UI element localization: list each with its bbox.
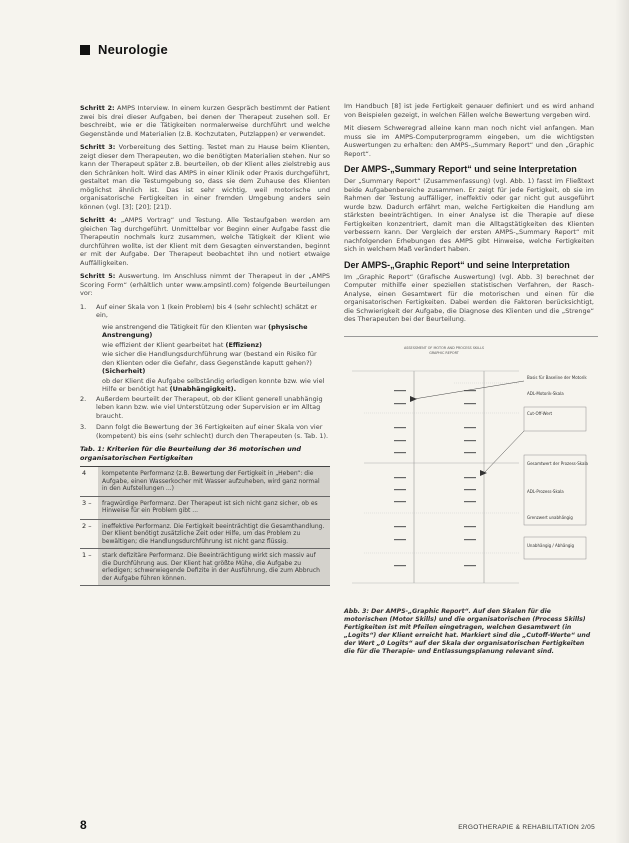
section-marker-square (80, 45, 90, 55)
table-cell-key: 3 – (82, 498, 92, 507)
step3-paragraph (80, 143, 330, 211)
step2-text: AMPS Interview. In einem kurzen Gespräch bestimmt der Patient zwei bis drei dieser Aufgaben, bei denen der Therapeut zusehen soll. Er beschreibt, wie er die Tätigkeiten normalerweise durchführt und welche Gegenstände und Materialien (z.B. Kochzutaten, Putzlappen) er verwendet. (80, 104, 330, 138)
table-cell-text: fragwürdige Performanz. Der Therapeut ist sich nicht ganz sicher, ob es Hinweise für ein Problem gibt ... (98, 497, 330, 519)
table-cell-key: 2 – (82, 521, 92, 530)
list-subitem (102, 323, 330, 340)
subitem-highlight: (Sicherheit) (102, 367, 146, 375)
table-cell-key: 1 – (82, 551, 92, 559)
legend-item: Gesamtwert der Prozess-Skala (527, 460, 589, 466)
journal-name: ERGOTHERAPIE & REHABILITATION 2/05 (458, 824, 595, 831)
list-subitems (102, 323, 330, 394)
table-cell-key: 4 (82, 469, 87, 477)
step5-text: Auswertung. Im Anschluss nimmt der Therapeut in der „AMPS Scoring Form“ (erhältlich unter www.ampsintl.com) folgende Beurteilungen vor: (80, 272, 330, 297)
list-text: Dann folgt die Bewertung der 36 Fertigkeiten auf einer Skala von vier (kompetent) bis eins (sehr schlecht) durch den Therapeuten (s. Tab. 1). (96, 423, 329, 440)
criteria-table (80, 466, 330, 586)
list-subitem (102, 341, 330, 350)
legend-item: Cut-Off-Wert (527, 410, 553, 416)
legend-item: Grenzwert unabhängig (527, 514, 573, 520)
list-subitem (102, 350, 330, 376)
list-item (80, 303, 330, 320)
legend-item: ADL-Motorik-Skala (527, 390, 564, 396)
list-subitem (102, 377, 330, 394)
list-number: 1. (80, 302, 87, 311)
chart-legend (524, 375, 589, 559)
scale-ticks (394, 390, 476, 566)
summary-report-heading: Der AMPS-„Summary Report“ und seine Interpretation (344, 164, 577, 174)
table-row (80, 467, 330, 497)
table-row (80, 549, 330, 586)
page-footer (80, 818, 595, 832)
step4-label: Schritt 4: (80, 216, 117, 224)
subitem-text: wie anstrengend die Tätigkeit für den Klienten war (102, 322, 267, 331)
left-column (80, 104, 330, 586)
scale-frame (352, 371, 519, 583)
motor-arrow-marker (410, 396, 417, 402)
graphic-report-paragraph: Im „Graphic Report“ (Grafische Auswertung) (vgl. Abb. 3) berechnet der Computer mithilfe einer speziellen statistischen Verfahren, der Rasch-Analyse, einen Gesamtwert für die motorischen und einen für die organisatorischen Fertigkeiten. Dabei werden die Faktoren berücksichtigt, die Schwierigkeit der Aufgabe, die Diagnose des Klienten und die „Strenge“ des Therapeuten bei der Beurteilung. (344, 272, 594, 323)
table-cell-text: stark defizitäre Performanz. Die Beeinträchtigung wirkt sich massiv auf die Durchführung aus. Der Klient hat größte Mühe, die Aufgabe zu erledigen; schwerwiegende Defizite in der Ausführung, die zum Abbruch der Aufgabe führen können. (98, 549, 330, 585)
graphic-report-chart (344, 343, 598, 605)
list-item (80, 423, 330, 440)
legend-item: ADL-Prozess-Skala (527, 488, 564, 494)
assessment-list (80, 303, 330, 441)
section-header (80, 42, 168, 57)
step5-paragraph (80, 272, 330, 298)
list-text: Auf einer Skala von 1 (kein Problem) bis 4 (sehr schlecht) schätzt er ein, (96, 302, 318, 319)
table-cell-text: ineffektive Performanz. Die Fertigkeit beeinträchtigt die Gesamthandlung. Der Klient benötigt zusätzliche Zeit oder Hilfe, um das Problem zu bewältigen; die Handlungsdurchführung ist nicht ganz flüssig. (98, 520, 330, 549)
subitem-highlight: (Effizienz) (225, 340, 262, 349)
list-number: 2. (80, 394, 87, 403)
subitem-highlight: (Unabhängigkeit). (169, 385, 237, 393)
intro-paragraph: Im Handbuch [8] ist jede Fertigkeit genauer definiert und es wird anhand von Beispielen gezeigt, in welchen Fällen welche Bewertung vergeben wird. (344, 102, 594, 119)
step3-text: Vorbereitung des Setting. Testet man zu Hause beim Klienten, zeigt dieser dem Therapeuten, wo die benötigten Materialien stehen. Nur so kann der Therapeut später z.B. beurteilen, ob der Klient alles zielstrebig aus den Schränken holt. Wird das AMPS in einer Klinik oder Praxis durchgeführt, gestaltet man die Testumgebung so, dass sie dem Zuhause des Klienten möglichst ähnlich ist. Das ist sehr wichtig, weil motorische und organisatorische Fertigkeiten in einer fremden Umgebung anders sein können (vgl. [3]; [20]; [21]). (80, 143, 330, 211)
page-number: 8 (80, 818, 87, 832)
list-text: Außerdem beurteilt der Therapeut, ob der Klient generell unabhängig leben kann bzw. wie viel Unterstützung oder Supervision er im Alltag braucht. (96, 394, 323, 420)
summary-report-paragraph: Der „Summary Report“ (Zusammenfassung) (vgl. Abb. 1) fasst im Fließtext beide Aufgabenbereiche zusammen. Er zeigt für jede Fertigkeit, ob sie im Rahmen der Testung auffälliger, ineffektiv oder gar nicht gut ausgeführt wurde bzw. Dadurch erfährt man, welche Fertigkeiten die Handlung am stärksten beeinträchtigen. In einer Analyse ist die Therapie auf diese Fertigkeiten konzentriert, damit man die Alltagstätigkeiten des Klienten verbessern kann. Der Vergleich der ersten AMPS-„Summary Report“ mit nachfolgenden Erhebungen des AMPS gibt Hinweise, welche Fertigkeiten sich in welchem Maß verändert haben. (344, 177, 594, 253)
list-item (80, 395, 330, 421)
graphic-report-heading: Der AMPS-„Graphic Report“ und seine Interpretation (344, 259, 570, 270)
subitem-highlight: (physische Anstrengung) (102, 322, 308, 339)
subitem-text: wie sicher die Handlungsdurchführung war (bestand ein Risiko für den Klienten oder die Gefahr, dass Gegenstände kaputt gehen?) (102, 350, 317, 367)
table-caption: Tab. 1: Kriterien für die Beurteilung der 36 motorischen und organisatorischen Fertigkeiten (80, 445, 301, 462)
table-cell-text: kompetente Performanz (z.B. Bewertung der Fertigkeit in „Heben“: die Aufgabe, einen Wasserkocher mit Wasser aufzuheben, wird ganz normal in den Aufstellungen ...) (98, 467, 330, 496)
step4-text: „AMPS Vortrag“ und Testung. Alle Testaufgaben werden am gleichen Tag durchgeführt. Unmittelbar vor Beginn einer Aufgabe fasst die Therapeutin nochmals kurz zusammen, welche Tätigkeit der Klient wie durchführen wollte, ist der Klient mit dem Gesagten einverstanden, beginnt er mit der Aufgabe. Der Therapeut beobachtet ihn und notiert etwaige Auffälligkeiten. (80, 216, 330, 267)
process-pointer-line (484, 431, 524, 473)
step4-paragraph (80, 216, 330, 267)
list-number: 3. (80, 423, 87, 431)
step5-label: Schritt 5: (80, 272, 116, 280)
figure-caption: Abb. 3: Der AMPS-„Graphic Report“. Auf den Skalen für die motorischen (Motor Skills) und die organisatorischen (Process Skills) Fertigkeiten ist mit Pfeilen eingetragen, welchen Gesamtwert (in „Logits“) der Klient erreicht hat. Markiert sind die „Cutoff-Werte“ und der Wert „0 Logits“ auf der Skala der organisatorischen Fertigkeiten die für die Therapie- und Entlassungsplanung relevant sind. (344, 607, 591, 655)
table-row (80, 520, 330, 550)
computer-paragraph: Mit diesem Schweregrad alleine kann man noch nicht viel anfangen. Man muss sie im AMPS-Computerprogramm eingeben, um die wichtigsten Auswertungen zu erhalten: den AMPS-„Summary Report“ und den „Graphic Report“. (344, 124, 594, 158)
right-column (344, 102, 594, 656)
step2-paragraph (80, 104, 330, 138)
section-title: Neurologie (98, 42, 168, 57)
step2-label: Schritt 2: (80, 104, 115, 112)
subitem-text: ob der Klient die Aufgabe selbständig erledigen konnte bzw. wie viel Hilfe er benötigt hat (102, 376, 325, 393)
graphic-report-figure (344, 336, 598, 604)
chart-subtitle: GRAPHIC REPORT (429, 350, 459, 355)
chart-title: ASSESSMENT OF MOTOR AND PROCESS SKILLS (403, 345, 485, 350)
motor-pointer-line (414, 381, 524, 399)
step3-label: Schritt 3: (80, 143, 116, 151)
legend-item: Unabhängig / Abhängig (527, 542, 575, 548)
legend-item: Basis für Baseline der Motorik (527, 374, 587, 380)
table-row (80, 497, 330, 520)
subitem-text: wie effizient der Klient gearbeitet hat (102, 340, 224, 349)
